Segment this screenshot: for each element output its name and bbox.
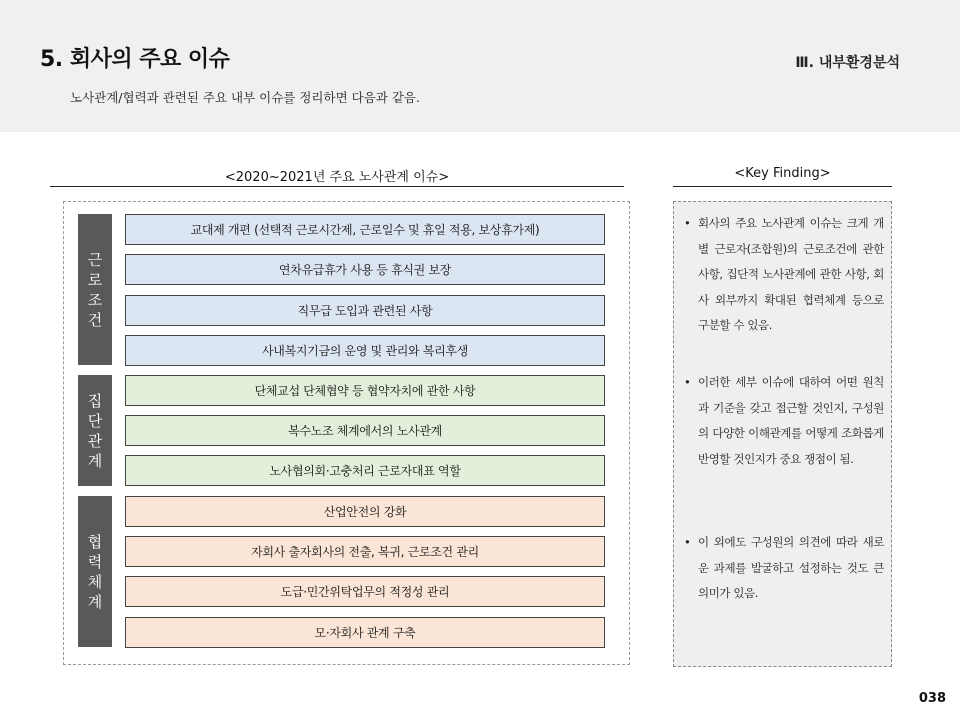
key-finding-1 [684,211,884,339]
page-number: 038 [918,691,946,706]
section-label: Ⅲ. 내부환경분석 [795,55,900,71]
bullet-icon: • [684,375,691,389]
issues-heading-rule [50,186,624,187]
issue-item: 직무급 도입과 관련된 사항 [125,295,605,326]
category-label: 근로조건 [87,250,103,329]
issue-item: 연차유급휴가 사용 등 휴식권 보장 [125,254,605,285]
key-finding-heading-rule [673,186,892,187]
category-label: 집단관계 [87,391,103,470]
issue-item: 모·자회사 관계 구축 [125,617,605,648]
key-finding-text: 회사의 주요 노사관계 이슈는 크게 개별 근로자(조합원)의 근로조건에 관한 사항, 집단적 노사관계에 관한 사항, 회사 외부까지 확대된 협력체계 등으로 구분할 수 있음. [698,216,884,332]
category-label: 협력체계 [87,532,103,611]
bullet-icon: • [684,535,691,549]
issue-item: 사내복지기금의 운영 및 관리와 복리후생 [125,335,605,366]
issue-item: 도급·민간위탁업무의 적정성 관리 [125,576,605,607]
issue-item: 복수노조 체계에서의 노사관계 [125,415,605,446]
key-finding-text: 이러한 세부 이슈에 대하여 어떤 원칙과 기준을 갖고 접근할 것인지, 구성원의 다양한 이해관계를 어떻게 조화롭게 반영할 것인지가 중요 쟁점이 됨. [698,375,884,466]
issue-item: 단체교섭 단체협약 등 협약자치에 관한 사항 [125,375,605,406]
category-cooperation [78,496,112,647]
issue-item: 자회사 출자회사의 전출, 복귀, 근로조건 관리 [125,536,605,567]
key-finding-text: 이 외에도 구성원의 의견에 따라 새로운 과제를 발굴하고 설정하는 것도 큰 의미가 있음. [698,535,884,600]
key-finding-2 [684,370,884,472]
bullet-icon: • [684,216,691,230]
key-finding-3 [684,530,884,607]
page-title: 5. 회사의 주요 이슈 [40,47,230,72]
issue-item: 교대제 개편 (선택적 근로시간제, 근로일수 및 휴일 적용, 보상휴가제) [125,214,605,245]
category-working-conditions [78,214,112,365]
page-subtitle: 노사관계/협력과 관련된 주요 내부 이슈를 정리하면 다음과 같음. [70,90,420,105]
issue-item: 노사협의회·고충처리 근로자대표 역할 [125,455,605,486]
key-finding-heading: <Key Finding> [734,166,831,181]
issue-item: 산업안전의 강화 [125,496,605,527]
issues-heading: <2020~2021년 주요 노사관계 이슈> [224,170,450,185]
category-collective-relations [78,375,112,486]
